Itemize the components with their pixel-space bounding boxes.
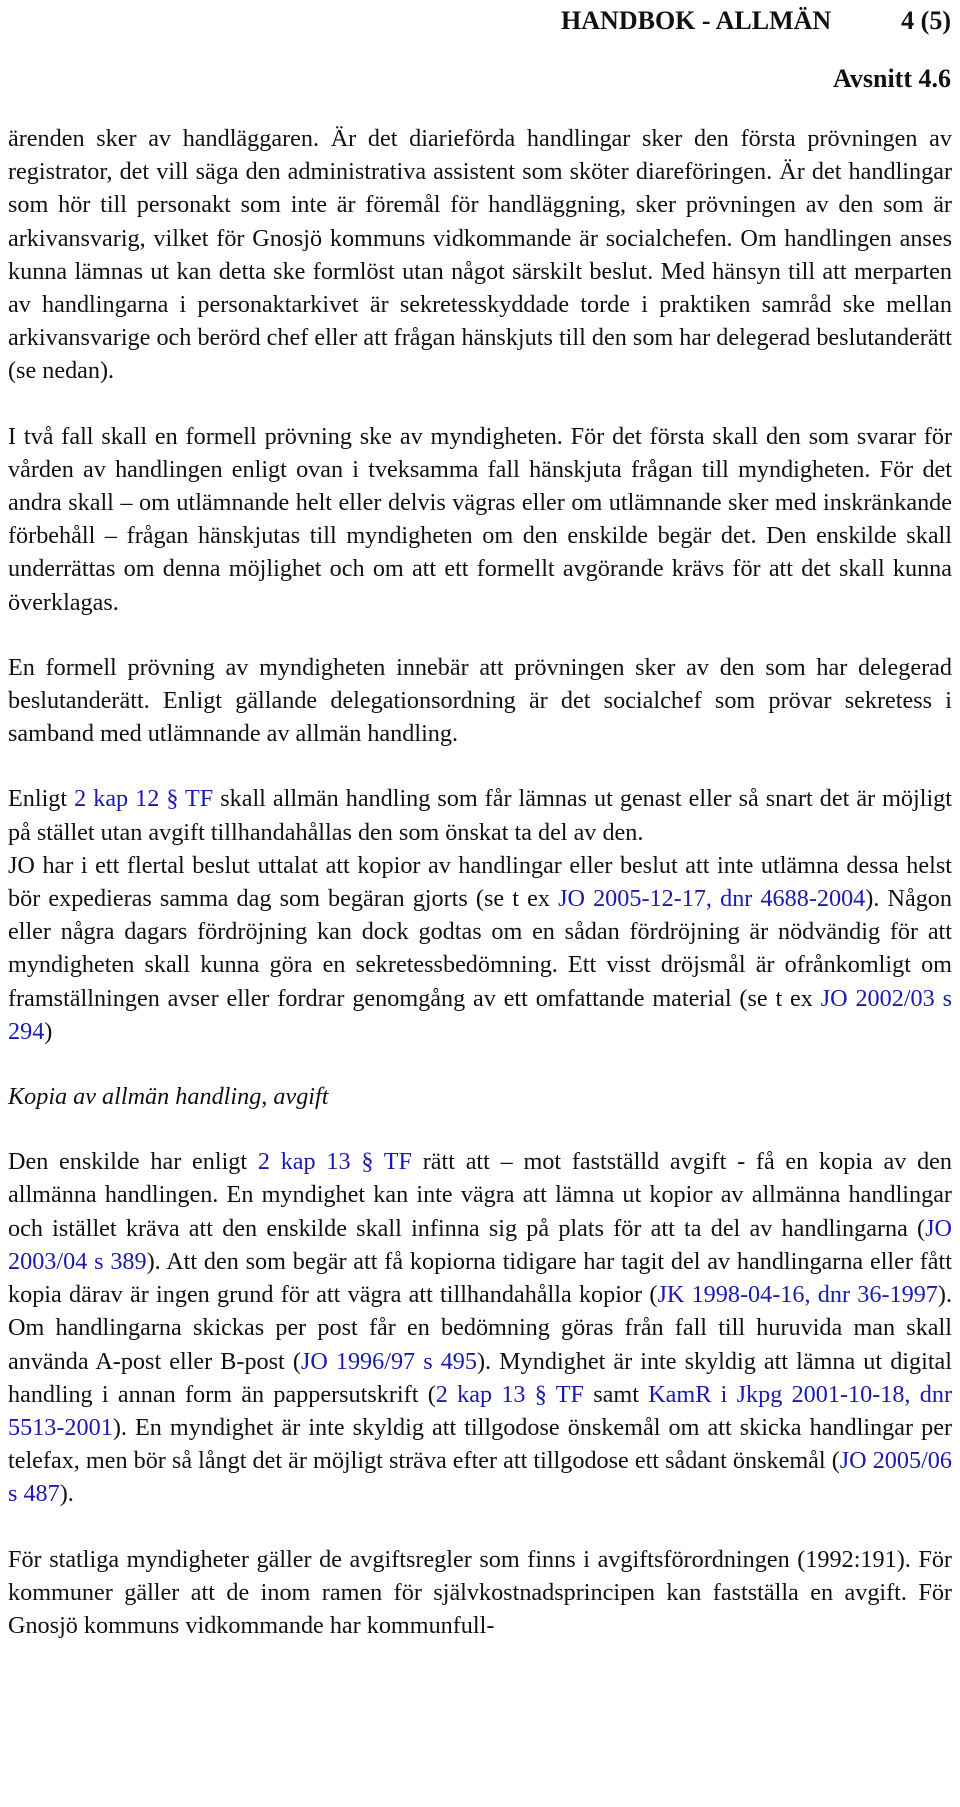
body-paragraph [8,782,952,848]
section-heading [8,1080,952,1113]
legal-reference-link[interactable]: JO 2003/04 s 389 [8,1214,952,1275]
paragraph-text: skall allmän handling som får lämnas ut genast eller så snart det är möjligt på stället utan avgift tillhandahållas den som önskat ta del av den. [8,785,952,846]
body-paragraph [8,849,952,1048]
paragraph-text: Kopia av allmän handling, avgift [8,1083,329,1111]
paragraph-text: rätt att – mot fastställd avgift - få en kopia av den allmänna handlingen. En myndighet kan inte vägra att lämna ut kopior av allmänna handlingar och istället kräva att den enskilde skall infinna sig på plats för att ta del av handlingarna ( [8,1148,952,1242]
body-paragraph [8,122,952,388]
legal-reference-link[interactable]: JO 1996/97 s 495 [300,1347,477,1375]
section-label: Avsnitt 4.6 [833,64,951,93]
paragraph-text: För statliga myndigheter gäller de avgiftsregler som finns i avgiftsförordningen (1992:191). För kommuner gäller att de inom ramen för självkostnadsprincipen kan fastställa en avgift. För Gnosjö kommuns vidkommande har kommunfull- [8,1545,952,1639]
legal-reference-link[interactable]: 2 kap 12 § TF [74,785,214,813]
page-number: 4 (5) [901,6,951,35]
paragraph-text: Den enskilde har enligt [8,1148,258,1176]
page-header [0,6,951,42]
paragraph-text: ). [59,1480,74,1508]
body-paragraph [8,1145,952,1510]
paragraph-text: Enligt [8,785,75,813]
paragraph-text: ) [44,1017,53,1045]
paragraph-text: En formell prövning av myndigheten innebär att prövningen sker av den som har delegerad beslutanderätt. Enligt gällande delegationsordning är det socialchef som prövar sekretess i samband med utlämnande av allmän handling. [8,653,952,748]
paragraph-text: ). Någon eller några dagars fördröjning kan dock godtas om en sådan fördröjning är nödvändig för att myndigheten skall kunna göra en sekretessbedömning. Ett visst dröjsmål är ofrånkomligt om framställningen avser eller fordrar genomgång av ett omfattande material (se t ex [8,885,952,1012]
body-paragraph [8,1543,952,1643]
legal-reference-link[interactable]: JO 2005-12-17, dnr 4688-2004 [558,885,866,913]
paragraph-text: ). Om handlingarna skickas per post får en bedömning göras från fall till huruvida man skall använda A-post eller B-post ( [8,1281,952,1375]
legal-reference-link[interactable]: JO 2005/06 s 487 [8,1447,952,1508]
body-paragraph [8,651,952,751]
legal-reference-link[interactable]: 2 kap 13 § TF [257,1148,412,1176]
paragraph-text: ärenden sker av handläggaren. Är det diarieförda handlingar sker den första prövningen av registrator, det vill säga den administrativa assistent som sköter diareföringen. Är det handlingar som hör till personakt som inte är föremål för handläggning, sker prövningen av den som är arkivansvarig, vilket för Gnosjö kommuns vidkommande är socialchefen. Om handlingen anses kunna lämnas ut kan detta ske formlöst utan något särskilt beslut. Med hänsyn till att merparten av handlingarna i personaktarkivet är sekretesskyddade torde i praktiken samråd ske mellan arkivansvarige och berörd chef eller att frågan hänskjuts till den som har delegerad beslutanderätt (se nedan). [8,125,952,385]
paragraph-text: JO har i ett flertal beslut uttalat att kopior av handlingar eller beslut att inte utlämna dessa helst bör expedieras samma dag som begäran gjorts (se t ex [8,851,952,913]
legal-reference-link[interactable]: 2 kap 13 § TF [435,1380,584,1408]
paragraph-text: ). En myndighet är inte skyldig att tillgodose önskemål om att skicka handlingar per telefax, men bör så långt det är möjligt sträva efter att tillgodose ett sådant önskemål ( [8,1413,952,1475]
document-title: HANDBOK - ALLMÄN [561,6,832,35]
legal-reference-link[interactable]: JO 2002/03 s 294 [8,984,953,1045]
legal-reference-link[interactable]: JK 1998-04-16, dnr 36-1997 [657,1281,938,1309]
paragraph-text: ). Myndighet är inte skyldig att lämna ut digital handling i annan form än pappersutskrift ( [8,1347,952,1408]
legal-reference-link[interactable]: KamR i Jkpg 2001-10-18, dnr 5513-2001 [8,1380,952,1441]
body-paragraph [8,420,952,619]
document-body [8,122,952,1674]
paragraph-text: samt [583,1380,649,1408]
paragraph-text: I två fall skall en formell prövning ske av myndigheten. För det första skall den som svarar för vården av handlingen enligt ovan i tveksamma fall hänskjuta frågan till myndigheten. För det andra skall – om utlämnande helt eller delvis vägras eller om utlämnande sker med inskränkande förbehåll – frågan hänskjutas till myndigheten om den enskilde begär det. Den enskilde skall underrättas om denna möjlighet och om att ett formellt avgörande krävs för att det skall kunna överklagas. [8,422,952,616]
paragraph-text: ). Att den som begär att få kopiorna tidigare har tagit del av handlingarna eller fått kopia därav är ingen grund för att vägra att tillhandahålla kopior ( [8,1247,952,1309]
